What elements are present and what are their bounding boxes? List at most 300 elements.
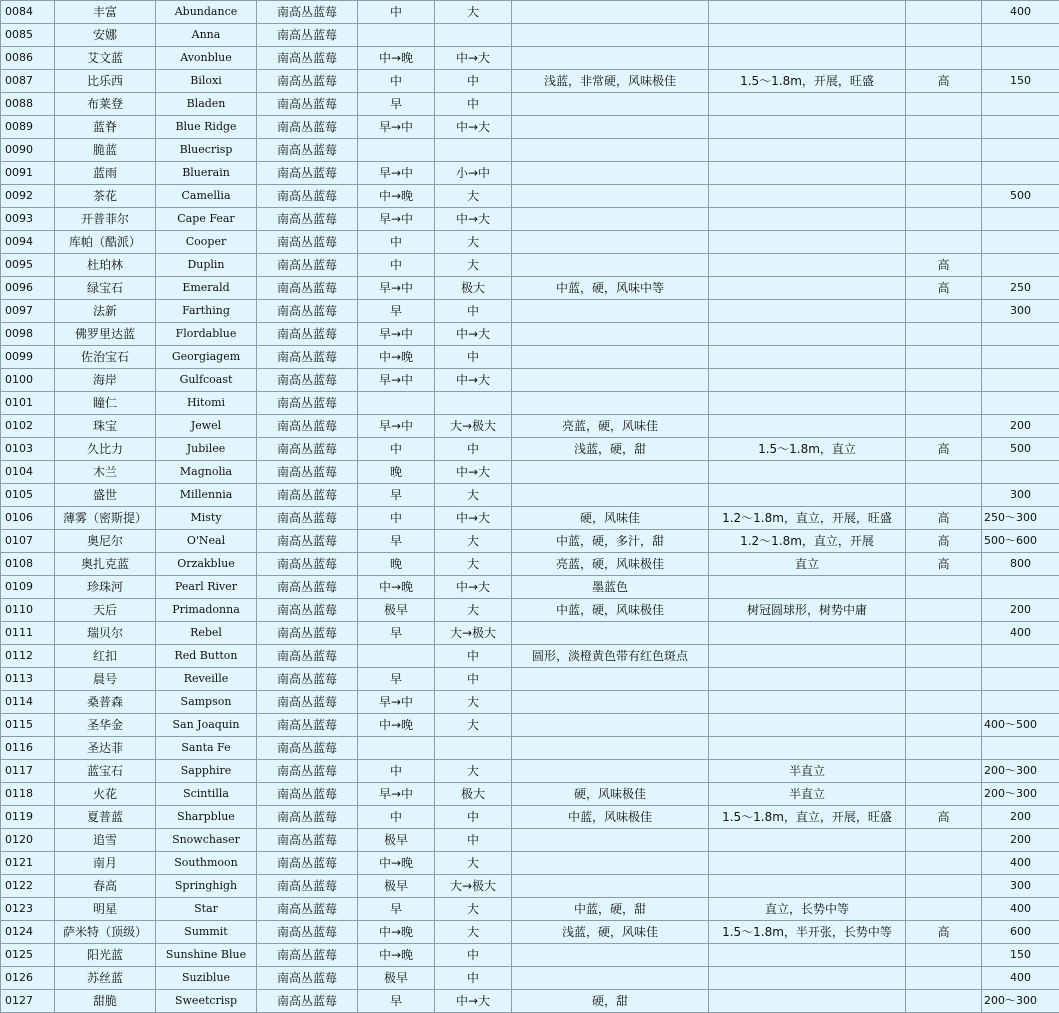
cell-plant-traits[interactable] xyxy=(709,990,906,1013)
cell-name-cn[interactable]: 桑普森 xyxy=(55,691,156,714)
cell-type[interactable]: 南高丛蓝莓 xyxy=(257,162,358,185)
cell-plant-traits[interactable] xyxy=(709,47,906,70)
cell-yield-level[interactable] xyxy=(906,668,982,691)
cell-type[interactable]: 南高丛蓝莓 xyxy=(257,369,358,392)
cell-yield[interactable] xyxy=(982,231,1059,254)
cell-maturity[interactable]: 中 xyxy=(358,231,435,254)
cell-id[interactable]: 0111 xyxy=(1,622,55,645)
cell-fruit-traits[interactable] xyxy=(512,139,709,162)
cell-fruit-size[interactable] xyxy=(435,139,512,162)
cell-type[interactable]: 南高丛蓝莓 xyxy=(257,507,358,530)
cell-yield[interactable] xyxy=(982,369,1059,392)
cell-name-cn[interactable]: 珠宝 xyxy=(55,415,156,438)
cell-fruit-size[interactable]: 中→大 xyxy=(435,208,512,231)
cell-id[interactable]: 0104 xyxy=(1,461,55,484)
cell-id[interactable]: 0116 xyxy=(1,737,55,760)
cell-maturity[interactable] xyxy=(358,24,435,47)
cell-plant-traits[interactable]: 直立，长势中等 xyxy=(709,898,906,921)
cell-plant-traits[interactable] xyxy=(709,576,906,599)
cell-name-cn[interactable]: 珍珠河 xyxy=(55,576,156,599)
cell-name-en[interactable]: Georgiagem xyxy=(156,346,257,369)
cell-fruit-size[interactable]: 中→大 xyxy=(435,116,512,139)
cell-fruit-traits[interactable] xyxy=(512,93,709,116)
cell-maturity[interactable]: 早 xyxy=(358,530,435,553)
cell-yield[interactable] xyxy=(982,24,1059,47)
cell-maturity[interactable]: 早→中 xyxy=(358,208,435,231)
cell-yield[interactable]: 300 xyxy=(982,875,1059,898)
cell-maturity[interactable] xyxy=(358,737,435,760)
cell-plant-traits[interactable] xyxy=(709,369,906,392)
cell-name-en[interactable]: O'Neal xyxy=(156,530,257,553)
cell-name-cn[interactable]: 布莱登 xyxy=(55,93,156,116)
cell-fruit-traits[interactable] xyxy=(512,47,709,70)
cell-fruit-size[interactable]: 大 xyxy=(435,921,512,944)
cell-type[interactable]: 南高丛蓝莓 xyxy=(257,208,358,231)
cell-plant-traits[interactable] xyxy=(709,277,906,300)
cell-fruit-traits[interactable] xyxy=(512,760,709,783)
cell-name-cn[interactable]: 夏普蓝 xyxy=(55,806,156,829)
cell-type[interactable]: 南高丛蓝莓 xyxy=(257,944,358,967)
cell-fruit-traits[interactable] xyxy=(512,622,709,645)
cell-type[interactable]: 南高丛蓝莓 xyxy=(257,737,358,760)
cell-id[interactable]: 0092 xyxy=(1,185,55,208)
cell-name-en[interactable]: Reveille xyxy=(156,668,257,691)
cell-fruit-traits[interactable]: 亮蓝，硬，风味极佳 xyxy=(512,553,709,576)
cell-yield[interactable]: 400 xyxy=(982,898,1059,921)
cell-yield[interactable]: 200 xyxy=(982,415,1059,438)
cell-maturity[interactable]: 中→晚 xyxy=(358,47,435,70)
cell-plant-traits[interactable]: 1.2～1.8m，直立，开展，旺盛 xyxy=(709,507,906,530)
cell-yield-level[interactable]: 高 xyxy=(906,254,982,277)
cell-yield-level[interactable] xyxy=(906,990,982,1013)
cell-yield[interactable]: 400～500 xyxy=(982,714,1059,737)
cell-plant-traits[interactable]: 1.5～1.8m，开展，旺盛 xyxy=(709,70,906,93)
cell-yield[interactable] xyxy=(982,668,1059,691)
cell-fruit-size[interactable]: 中 xyxy=(435,645,512,668)
cell-id[interactable]: 0122 xyxy=(1,875,55,898)
cell-name-en[interactable]: Bluerain xyxy=(156,162,257,185)
cell-fruit-size[interactable]: 大 xyxy=(435,185,512,208)
cell-name-en[interactable]: Scintilla xyxy=(156,783,257,806)
cell-maturity[interactable]: 早 xyxy=(358,300,435,323)
cell-id[interactable]: 0085 xyxy=(1,24,55,47)
cell-maturity[interactable]: 中 xyxy=(358,806,435,829)
cell-yield-level[interactable]: 高 xyxy=(906,806,982,829)
cell-name-en[interactable]: Orzakblue xyxy=(156,553,257,576)
cell-fruit-size[interactable] xyxy=(435,392,512,415)
cell-name-cn[interactable]: 库帕（酷派） xyxy=(55,231,156,254)
cell-plant-traits[interactable] xyxy=(709,415,906,438)
cell-name-en[interactable]: Blue Ridge xyxy=(156,116,257,139)
cell-plant-traits[interactable] xyxy=(709,829,906,852)
cell-name-en[interactable]: Hitomi xyxy=(156,392,257,415)
cell-yield[interactable] xyxy=(982,645,1059,668)
cell-name-cn[interactable]: 比乐西 xyxy=(55,70,156,93)
cell-name-en[interactable]: Farthing xyxy=(156,300,257,323)
cell-name-cn[interactable]: 开普菲尔 xyxy=(55,208,156,231)
cell-name-cn[interactable]: 明星 xyxy=(55,898,156,921)
cell-plant-traits[interactable]: 1.5～1.8m，直立 xyxy=(709,438,906,461)
cell-yield[interactable] xyxy=(982,737,1059,760)
cell-name-cn[interactable]: 晨号 xyxy=(55,668,156,691)
cell-plant-traits[interactable] xyxy=(709,346,906,369)
cell-plant-traits[interactable]: 半直立 xyxy=(709,783,906,806)
cell-name-cn[interactable]: 久比力 xyxy=(55,438,156,461)
cell-fruit-traits[interactable]: 硬，甜 xyxy=(512,990,709,1013)
cell-yield-level[interactable] xyxy=(906,208,982,231)
cell-yield[interactable] xyxy=(982,208,1059,231)
cell-yield-level[interactable] xyxy=(906,93,982,116)
cell-yield-level[interactable] xyxy=(906,645,982,668)
cell-yield-level[interactable] xyxy=(906,47,982,70)
cell-name-cn[interactable]: 圣达菲 xyxy=(55,737,156,760)
cell-name-cn[interactable]: 薄雾（密斯提） xyxy=(55,507,156,530)
cell-name-cn[interactable]: 茶花 xyxy=(55,185,156,208)
cell-id[interactable]: 0114 xyxy=(1,691,55,714)
cell-type[interactable]: 南高丛蓝莓 xyxy=(257,530,358,553)
cell-name-en[interactable]: Gulfcoast xyxy=(156,369,257,392)
cell-yield[interactable]: 300 xyxy=(982,484,1059,507)
cell-yield-level[interactable] xyxy=(906,300,982,323)
cell-type[interactable]: 南高丛蓝莓 xyxy=(257,553,358,576)
cell-fruit-size[interactable]: 中→大 xyxy=(435,323,512,346)
cell-type[interactable]: 南高丛蓝莓 xyxy=(257,392,358,415)
cell-plant-traits[interactable] xyxy=(709,208,906,231)
cell-fruit-traits[interactable] xyxy=(512,668,709,691)
cell-yield[interactable] xyxy=(982,323,1059,346)
cell-yield[interactable]: 150 xyxy=(982,70,1059,93)
cell-id[interactable]: 0103 xyxy=(1,438,55,461)
cell-id[interactable]: 0093 xyxy=(1,208,55,231)
cell-fruit-size[interactable]: 大 xyxy=(435,852,512,875)
cell-name-cn[interactable]: 奥扎克蓝 xyxy=(55,553,156,576)
cell-id[interactable]: 0119 xyxy=(1,806,55,829)
cell-name-en[interactable]: Jubilee xyxy=(156,438,257,461)
cell-name-cn[interactable]: 安娜 xyxy=(55,24,156,47)
cell-id[interactable]: 0089 xyxy=(1,116,55,139)
cell-maturity[interactable]: 中→晚 xyxy=(358,852,435,875)
cell-plant-traits[interactable]: 半直立 xyxy=(709,760,906,783)
cell-fruit-size[interactable]: 大 xyxy=(435,714,512,737)
cell-type[interactable]: 南高丛蓝莓 xyxy=(257,323,358,346)
cell-yield-level[interactable]: 高 xyxy=(906,921,982,944)
cell-yield[interactable]: 150 xyxy=(982,944,1059,967)
cell-yield-level[interactable] xyxy=(906,944,982,967)
cell-yield-level[interactable] xyxy=(906,231,982,254)
cell-id[interactable]: 0084 xyxy=(1,1,55,24)
cell-maturity[interactable]: 早→中 xyxy=(358,323,435,346)
cell-id[interactable]: 0090 xyxy=(1,139,55,162)
cell-maturity[interactable] xyxy=(358,139,435,162)
cell-name-en[interactable]: Snowchaser xyxy=(156,829,257,852)
cell-yield[interactable]: 500～600 xyxy=(982,530,1059,553)
cell-plant-traits[interactable] xyxy=(709,93,906,116)
cell-name-en[interactable]: Santa Fe xyxy=(156,737,257,760)
cell-fruit-traits[interactable]: 中蓝，硬，风味极佳 xyxy=(512,599,709,622)
cell-yield-level[interactable] xyxy=(906,576,982,599)
cell-maturity[interactable]: 极早 xyxy=(358,875,435,898)
cell-yield[interactable] xyxy=(982,392,1059,415)
cell-name-cn[interactable]: 绿宝石 xyxy=(55,277,156,300)
cell-yield[interactable] xyxy=(982,162,1059,185)
cell-plant-traits[interactable] xyxy=(709,645,906,668)
cell-plant-traits[interactable] xyxy=(709,484,906,507)
cell-yield[interactable]: 200 xyxy=(982,806,1059,829)
cell-name-cn[interactable]: 丰富 xyxy=(55,1,156,24)
cell-yield[interactable]: 400 xyxy=(982,967,1059,990)
cell-fruit-size[interactable]: 中→大 xyxy=(435,369,512,392)
cell-name-en[interactable]: Springhigh xyxy=(156,875,257,898)
cell-maturity[interactable]: 早 xyxy=(358,898,435,921)
cell-plant-traits[interactable] xyxy=(709,691,906,714)
cell-yield[interactable] xyxy=(982,254,1059,277)
cell-maturity[interactable]: 早 xyxy=(358,668,435,691)
cell-fruit-size[interactable]: 大 xyxy=(435,530,512,553)
cell-fruit-traits[interactable]: 中蓝，硬，甜 xyxy=(512,898,709,921)
cell-type[interactable]: 南高丛蓝莓 xyxy=(257,691,358,714)
cell-fruit-traits[interactable] xyxy=(512,484,709,507)
cell-name-cn[interactable]: 瑞贝尔 xyxy=(55,622,156,645)
cell-yield-level[interactable] xyxy=(906,714,982,737)
cell-yield-level[interactable] xyxy=(906,392,982,415)
cell-yield[interactable]: 400 xyxy=(982,622,1059,645)
cell-plant-traits[interactable] xyxy=(709,461,906,484)
cell-fruit-size[interactable]: 极大 xyxy=(435,277,512,300)
cell-fruit-traits[interactable]: 浅蓝，硬，甜 xyxy=(512,438,709,461)
cell-name-cn[interactable]: 苏丝蓝 xyxy=(55,967,156,990)
cell-fruit-size[interactable]: 中→大 xyxy=(435,990,512,1013)
cell-name-en[interactable]: Sharpblue xyxy=(156,806,257,829)
cell-type[interactable]: 南高丛蓝莓 xyxy=(257,277,358,300)
cell-name-cn[interactable]: 火花 xyxy=(55,783,156,806)
cell-type[interactable]: 南高丛蓝莓 xyxy=(257,70,358,93)
cell-fruit-traits[interactable] xyxy=(512,737,709,760)
cell-yield-level[interactable] xyxy=(906,484,982,507)
cell-plant-traits[interactable] xyxy=(709,24,906,47)
cell-maturity[interactable]: 晚 xyxy=(358,461,435,484)
cell-fruit-traits[interactable] xyxy=(512,944,709,967)
cell-fruit-size[interactable]: 大→极大 xyxy=(435,622,512,645)
cell-id[interactable]: 0096 xyxy=(1,277,55,300)
cell-yield-level[interactable] xyxy=(906,185,982,208)
cell-yield[interactable]: 400 xyxy=(982,1,1059,24)
cell-fruit-size[interactable]: 中 xyxy=(435,70,512,93)
cell-fruit-size[interactable]: 中→大 xyxy=(435,507,512,530)
cell-fruit-traits[interactable] xyxy=(512,691,709,714)
cell-fruit-traits[interactable]: 浅蓝，硬，风味佳 xyxy=(512,921,709,944)
cell-name-cn[interactable]: 蓝脊 xyxy=(55,116,156,139)
cell-fruit-traits[interactable]: 中蓝，风味极佳 xyxy=(512,806,709,829)
cell-maturity[interactable]: 中→晚 xyxy=(358,944,435,967)
cell-maturity[interactable]: 极早 xyxy=(358,599,435,622)
cell-name-en[interactable]: Cooper xyxy=(156,231,257,254)
cell-yield[interactable] xyxy=(982,139,1059,162)
cell-yield-level[interactable]: 高 xyxy=(906,530,982,553)
cell-fruit-traits[interactable]: 中蓝，硬，多汁，甜 xyxy=(512,530,709,553)
cell-type[interactable]: 南高丛蓝莓 xyxy=(257,622,358,645)
cell-fruit-size[interactable]: 大→极大 xyxy=(435,875,512,898)
cell-fruit-size[interactable]: 大 xyxy=(435,254,512,277)
cell-id[interactable]: 0112 xyxy=(1,645,55,668)
cell-id[interactable]: 0107 xyxy=(1,530,55,553)
cell-yield[interactable]: 200～300 xyxy=(982,783,1059,806)
cell-fruit-traits[interactable]: 亮蓝，硬，风味佳 xyxy=(512,415,709,438)
cell-name-en[interactable]: Bladen xyxy=(156,93,257,116)
cell-name-en[interactable]: Sweetcrisp xyxy=(156,990,257,1013)
cell-yield-level[interactable] xyxy=(906,622,982,645)
cell-fruit-traits[interactable] xyxy=(512,852,709,875)
cell-name-en[interactable]: Bluecrisp xyxy=(156,139,257,162)
cell-yield-level[interactable] xyxy=(906,24,982,47)
cell-name-cn[interactable]: 奥尼尔 xyxy=(55,530,156,553)
cell-plant-traits[interactable] xyxy=(709,231,906,254)
cell-name-en[interactable]: Magnolia xyxy=(156,461,257,484)
cell-type[interactable]: 南高丛蓝莓 xyxy=(257,875,358,898)
cell-yield[interactable]: 200 xyxy=(982,599,1059,622)
cell-yield-level[interactable] xyxy=(906,346,982,369)
cell-id[interactable]: 0113 xyxy=(1,668,55,691)
cell-maturity[interactable]: 中→晚 xyxy=(358,346,435,369)
cell-name-en[interactable]: Suziblue xyxy=(156,967,257,990)
cell-name-en[interactable]: Rebel xyxy=(156,622,257,645)
cell-fruit-traits[interactable]: 中蓝，硬，风味中等 xyxy=(512,277,709,300)
cell-yield-level[interactable] xyxy=(906,599,982,622)
cell-name-en[interactable]: Anna xyxy=(156,24,257,47)
cell-yield[interactable] xyxy=(982,461,1059,484)
cell-name-cn[interactable]: 萨米特（顶级） xyxy=(55,921,156,944)
cell-type[interactable]: 南高丛蓝莓 xyxy=(257,898,358,921)
cell-maturity[interactable]: 早→中 xyxy=(358,277,435,300)
cell-plant-traits[interactable] xyxy=(709,162,906,185)
cell-type[interactable]: 南高丛蓝莓 xyxy=(257,829,358,852)
cell-type[interactable]: 南高丛蓝莓 xyxy=(257,806,358,829)
cell-yield-level[interactable]: 高 xyxy=(906,553,982,576)
cell-name-en[interactable]: Avonblue xyxy=(156,47,257,70)
cell-fruit-size[interactable]: 大 xyxy=(435,484,512,507)
cell-yield[interactable]: 800 xyxy=(982,553,1059,576)
cell-fruit-size[interactable] xyxy=(435,737,512,760)
cell-yield[interactable]: 200～300 xyxy=(982,760,1059,783)
cell-id[interactable]: 0108 xyxy=(1,553,55,576)
cell-name-en[interactable]: Star xyxy=(156,898,257,921)
cell-name-cn[interactable]: 杜珀林 xyxy=(55,254,156,277)
cell-maturity[interactable]: 早 xyxy=(358,990,435,1013)
cell-name-en[interactable]: Pearl River xyxy=(156,576,257,599)
cell-id[interactable]: 0123 xyxy=(1,898,55,921)
cell-yield-level[interactable] xyxy=(906,461,982,484)
cell-type[interactable]: 南高丛蓝莓 xyxy=(257,576,358,599)
cell-type[interactable]: 南高丛蓝莓 xyxy=(257,783,358,806)
cell-fruit-size[interactable]: 中→大 xyxy=(435,461,512,484)
cell-yield-level[interactable] xyxy=(906,875,982,898)
cell-maturity[interactable]: 中 xyxy=(358,254,435,277)
cell-plant-traits[interactable]: 树冠圆球形，树势中庸 xyxy=(709,599,906,622)
cell-maturity[interactable]: 中→晚 xyxy=(358,576,435,599)
cell-plant-traits[interactable]: 1.2～1.8m，直立，开展 xyxy=(709,530,906,553)
cell-fruit-traits[interactable] xyxy=(512,829,709,852)
cell-type[interactable]: 南高丛蓝莓 xyxy=(257,921,358,944)
cell-fruit-traits[interactable] xyxy=(512,116,709,139)
cell-yield[interactable] xyxy=(982,576,1059,599)
cell-type[interactable]: 南高丛蓝莓 xyxy=(257,1,358,24)
cell-fruit-size[interactable]: 大 xyxy=(435,898,512,921)
cell-fruit-traits[interactable]: 硬，风味极佳 xyxy=(512,783,709,806)
cell-name-en[interactable]: Red Button xyxy=(156,645,257,668)
cell-yield[interactable]: 500 xyxy=(982,438,1059,461)
cell-yield[interactable] xyxy=(982,93,1059,116)
cell-type[interactable]: 南高丛蓝莓 xyxy=(257,139,358,162)
cell-name-en[interactable]: Duplin xyxy=(156,254,257,277)
cell-name-en[interactable]: Sapphire xyxy=(156,760,257,783)
cell-id[interactable]: 0126 xyxy=(1,967,55,990)
cell-type[interactable]: 南高丛蓝莓 xyxy=(257,300,358,323)
cell-fruit-traits[interactable] xyxy=(512,208,709,231)
cell-maturity[interactable]: 中→晚 xyxy=(358,185,435,208)
cell-fruit-size[interactable]: 大 xyxy=(435,1,512,24)
cell-name-cn[interactable]: 春高 xyxy=(55,875,156,898)
cell-fruit-traits[interactable] xyxy=(512,392,709,415)
cell-plant-traits[interactable]: 1.5～1.8m，半开张，长势中等 xyxy=(709,921,906,944)
cell-yield[interactable]: 200～300 xyxy=(982,990,1059,1013)
cell-name-cn[interactable]: 阳光蓝 xyxy=(55,944,156,967)
cell-fruit-traits[interactable] xyxy=(512,461,709,484)
cell-type[interactable]: 南高丛蓝莓 xyxy=(257,438,358,461)
cell-type[interactable]: 南高丛蓝莓 xyxy=(257,116,358,139)
cell-type[interactable]: 南高丛蓝莓 xyxy=(257,231,358,254)
cell-name-en[interactable]: Biloxi xyxy=(156,70,257,93)
cell-yield[interactable]: 200 xyxy=(982,829,1059,852)
cell-yield-level[interactable] xyxy=(906,898,982,921)
cell-fruit-size[interactable]: 中 xyxy=(435,93,512,116)
cell-name-cn[interactable]: 脆蓝 xyxy=(55,139,156,162)
cell-id[interactable]: 0117 xyxy=(1,760,55,783)
cell-maturity[interactable]: 中 xyxy=(358,438,435,461)
cell-fruit-size[interactable]: 中 xyxy=(435,829,512,852)
cell-fruit-traits[interactable] xyxy=(512,254,709,277)
cell-id[interactable]: 0102 xyxy=(1,415,55,438)
cell-name-cn[interactable]: 蓝宝石 xyxy=(55,760,156,783)
cell-id[interactable]: 0097 xyxy=(1,300,55,323)
cell-name-cn[interactable]: 法新 xyxy=(55,300,156,323)
cell-yield-level[interactable] xyxy=(906,852,982,875)
cell-name-en[interactable]: Emerald xyxy=(156,277,257,300)
cell-fruit-traits[interactable]: 硬，风味佳 xyxy=(512,507,709,530)
cell-name-cn[interactable]: 艾文蓝 xyxy=(55,47,156,70)
cell-maturity[interactable]: 中 xyxy=(358,1,435,24)
cell-name-en[interactable]: Millennia xyxy=(156,484,257,507)
cell-fruit-traits[interactable] xyxy=(512,323,709,346)
cell-id[interactable]: 0087 xyxy=(1,70,55,93)
cell-fruit-size[interactable]: 大 xyxy=(435,231,512,254)
cell-plant-traits[interactable] xyxy=(709,185,906,208)
cell-id[interactable]: 0086 xyxy=(1,47,55,70)
cell-fruit-traits[interactable] xyxy=(512,185,709,208)
cell-yield-level[interactable] xyxy=(906,760,982,783)
cell-maturity[interactable]: 中 xyxy=(358,760,435,783)
cell-type[interactable]: 南高丛蓝莓 xyxy=(257,254,358,277)
cell-fruit-size[interactable]: 极大 xyxy=(435,783,512,806)
cell-name-cn[interactable]: 天后 xyxy=(55,599,156,622)
cell-fruit-traits[interactable] xyxy=(512,875,709,898)
cell-id[interactable]: 0118 xyxy=(1,783,55,806)
cell-type[interactable]: 南高丛蓝莓 xyxy=(257,714,358,737)
cell-fruit-size[interactable] xyxy=(435,24,512,47)
cell-yield[interactable] xyxy=(982,47,1059,70)
cell-maturity[interactable]: 早 xyxy=(358,622,435,645)
cell-yield[interactable] xyxy=(982,691,1059,714)
cell-id[interactable]: 0110 xyxy=(1,599,55,622)
cell-fruit-traits[interactable] xyxy=(512,300,709,323)
